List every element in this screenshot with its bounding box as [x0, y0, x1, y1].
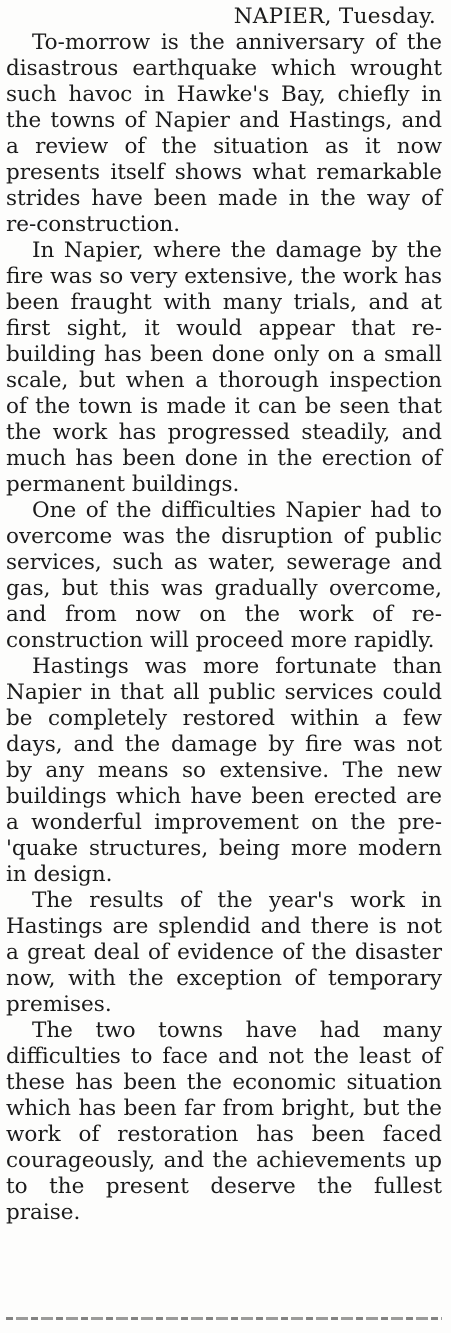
article-column — [6, 4, 442, 1226]
paragraph-anniversary: To-morrow is the anniversary of the disastrous earthquake which wrought such havoc in Hawke's Bay, chiefly in the towns of Napier and Hastings, and a review of the situation as it now presents itself shows what remarkable strides have been made in the way of re-construction. — [6, 30, 442, 237]
paragraph-napier-damage: In Napier, where the damage by the fire was so very extensive, the work has been fraught with many trials, and at first sight, it would appear that re-building has been done only on a small scale, but when a thorough inspection of the town is made it can be seen that the work has progressed steadily, and much has been done in the erection of permanent buildings. — [6, 238, 442, 497]
paragraph-hastings: Hastings was more fortunate than Napier in that all public services could be completely restored within a few days, and the damage by fire was not by any means so extensive. The new buildings which have been erected are a wonderful improvement on the pre-'quake structures, being more modern in design. — [6, 654, 442, 887]
paragraph-results: The results of the year's work in Hastings are splendid and there is not a great deal of evidence of the disaster now, with the exception of temporary premises. — [6, 888, 442, 1017]
dateline: NAPIER, Tuesday. — [233, 4, 436, 29]
column-end-rule — [6, 1317, 442, 1320]
paragraph-public-services: One of the difficulties Napier had to overcome was the disruption of public services, such as water, sewerage and gas, but this was gradually overcome, and from now on the work of re-construction will proceed more rapidly. — [6, 498, 442, 653]
paragraph-difficulties: The two towns have had many difficulties to face and not the least of these has been the economic situation which has been far from bright, but the work of restoration has been faced courageously, and the achievements up to the present deserve the fullest praise. — [6, 1018, 442, 1225]
